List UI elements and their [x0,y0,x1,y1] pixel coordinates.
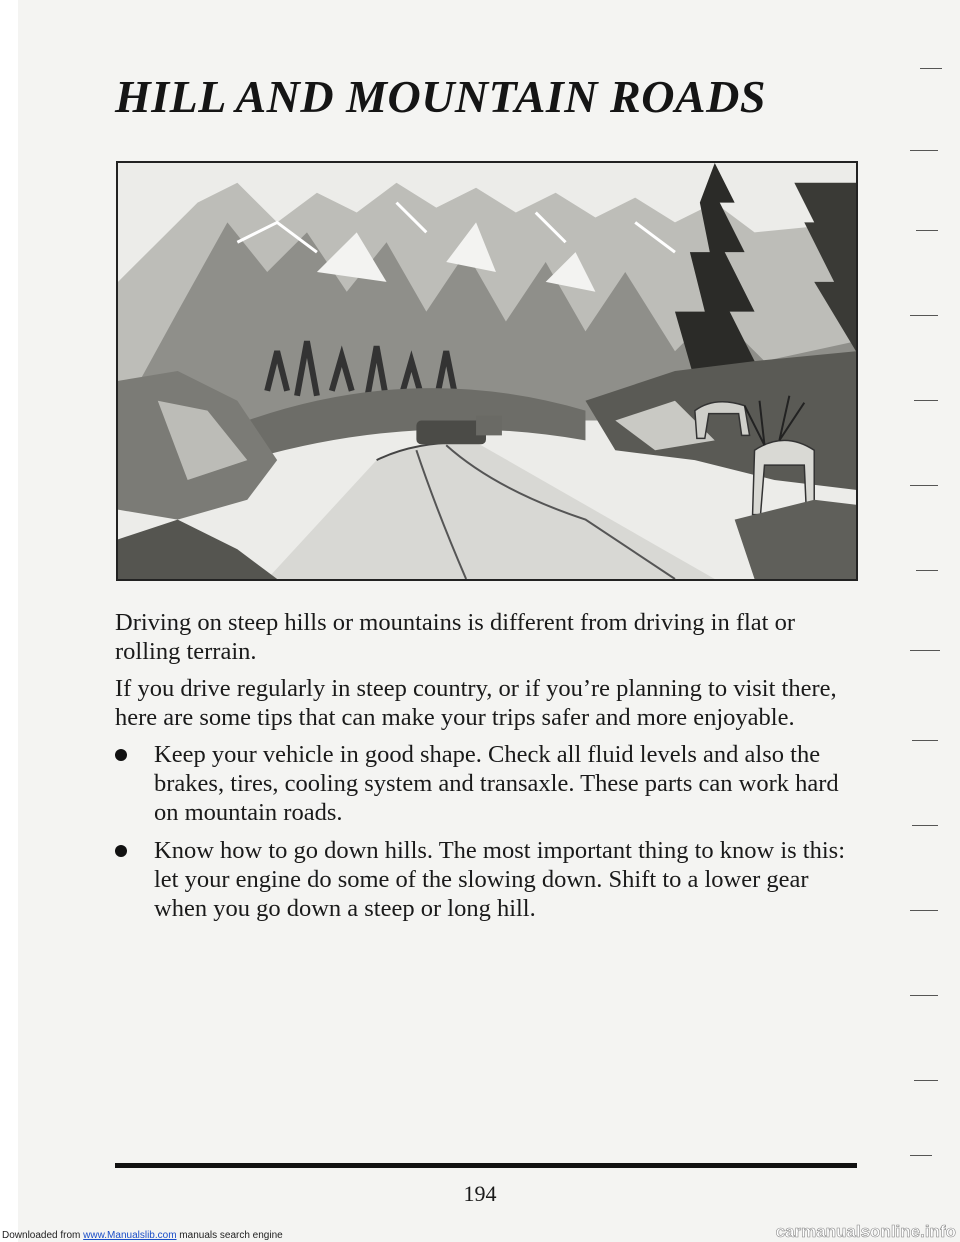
tips-list [115,740,860,923]
list-item [115,836,860,923]
mountain-road-illustration [116,161,858,581]
manualslib-link[interactable]: www.Manualslib.com [83,1230,177,1241]
bullet-icon [115,749,127,761]
bullet-icon [115,845,127,857]
download-prefix: Downloaded from [2,1230,81,1241]
list-item [115,740,860,827]
page-title: HILL AND MOUNTAIN ROADS [115,71,766,122]
list-item-text: Know how to go down hills. The most important thing to know is this: let your engine do some of the slowing down. Shift to a lower gear when you go down a steep or long hill. [154,837,846,922]
footer-rule [115,1163,857,1168]
download-notice [2,1230,283,1241]
body-text [115,608,860,932]
tips-paragraph: If you drive regularly in steep country, or if you’re planning to visit there, here are some tips that can make your trips safer and more enjoyable. [115,675,837,731]
download-suffix: manuals search engine [176,1230,283,1241]
scan-margin-marks [880,60,950,1160]
intro-paragraph: Driving on steep hills or mountains is different from driving in flat or rolling terrain. [115,609,795,665]
watermark: carmanualsonline.info [775,1222,956,1241]
list-item-text: Keep your vehicle in good shape. Check all fluid levels and also the brakes, tires, cooling system and transaxle. These parts can work hard on mountain roads. [154,741,839,826]
page-number: 194 [463,1181,497,1206]
mountain-road-drawing [118,163,856,579]
scan-edge [0,0,18,1242]
